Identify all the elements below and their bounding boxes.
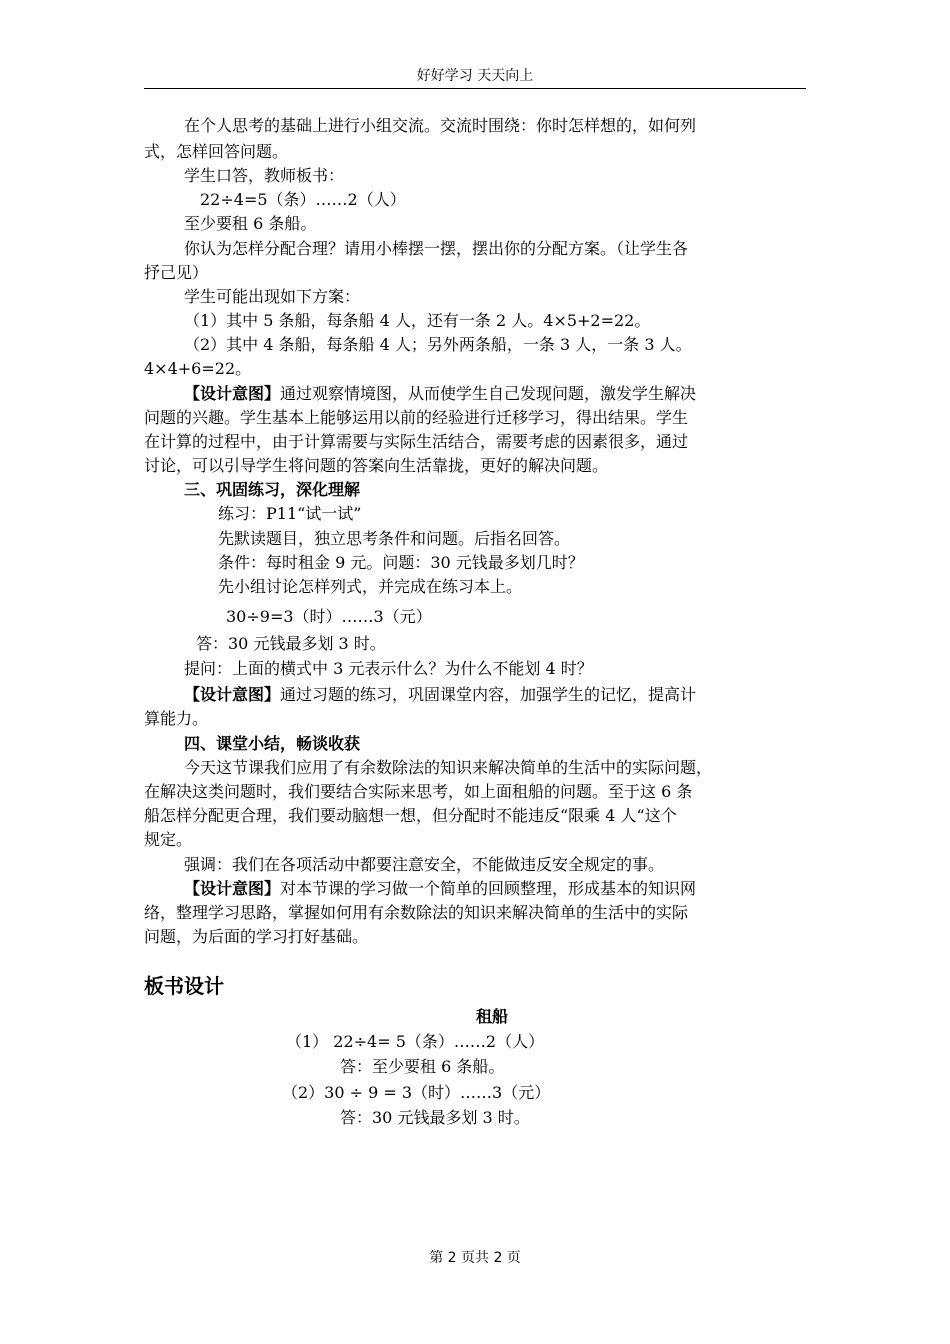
board-design-title: 板书设计 [144,974,224,998]
paragraph-line: 你认为怎样分配合理？请用小棒摆一摆，摆出你的分配方案。（让学生各 [184,239,689,258]
design-intent-paragraph [184,683,696,707]
design-intent-text: 讨论，可以引导学生将问题的答案向生活靠拢，更好的解决问题。 [144,456,609,475]
paragraph-line: 学生可能出现如下方案： [184,287,361,306]
exercise-line: 条件：每时租金 9 元。问题：30 元钱最多划几时？ [218,553,584,572]
summary-line: 船怎样分配更合理，我们要动脑想一想，但分配时不能违反“限乘 4 人“这个 [144,806,677,825]
summary-line: 强调：我们在各项活动中都要注意安全，不能做违反安全规定的事。 [184,855,665,874]
equation-line: 22÷4=5（条）……2（人） [200,190,406,209]
design-intent-text: 通过习题的练习，巩固课堂内容，加强学生的记忆，提高计 [280,685,697,704]
exercise-line: 练习：P11“试一试” [218,504,362,523]
plan-line: （2）其中 4 条船，每条船 4 人；另外两条船，一条 3 人，一条 3 人。 [184,335,692,354]
design-intent-paragraph [184,877,696,901]
design-intent-text: 问题，为后面的学习打好基础。 [144,927,369,946]
question-line: 提问：上面的横式中 3 元表示什么？为什么不能划 4 时？ [184,659,593,678]
exercise-line: 先小组讨论怎样列式，并完成在练习本上。 [218,577,523,596]
paragraph-line: 抒己见） [144,263,209,282]
board-subtitle: 租船 [476,1007,509,1026]
equation-line: 30÷9=3（时）……3（元） [226,607,432,626]
summary-line: 规定。 [144,830,193,849]
board-line: （2）30 ÷ 9 = 3（时）……3（元） [282,1083,551,1102]
section-heading: 四、课堂小结，畅谈收获 [184,734,361,753]
design-intent-text: 算能力。 [144,709,209,728]
design-intent-label: 【设计意图】 [184,879,281,898]
answer-line: 答：30 元钱最多划 3 时。 [196,634,386,653]
design-intent-text: 问题的兴趣。学生基本上能够运用以前的经验进行迁移学习，得出结果。学生 [144,408,689,427]
design-intent-text: 在计算的过程中，由于计算需要与实际生活结合，需要考虑的因素很多，通过 [144,432,689,451]
board-line: 答：至少要租 6 条船。 [340,1057,505,1076]
design-intent-paragraph [184,382,696,406]
page-header: 好好学习 天天向上 [416,68,534,84]
design-intent-label: 【设计意图】 [184,384,281,403]
paragraph-line: 学生口答，教师板书： [184,166,345,185]
summary-line: 在解决这类问题时，我们要结合实际来思考，如上面租船的问题。至于这 6 条 [144,782,693,801]
paragraph-line: 在个人思考的基础上进行小组交流。交流时围绕：你时怎样想的，如何列 [184,116,697,135]
page-footer: 第 2 页共 2 页 [429,1250,521,1266]
plan-line: 4×4+6=22。 [144,359,252,378]
plan-line: （1）其中 5 条船，每条船 4 人，还有一条 2 人。4×5+2=22。 [184,311,651,330]
board-line: （1） 22÷4= 5（条）……2（人） [286,1032,545,1051]
section-heading: 三、巩固练习，深化理解 [184,480,361,499]
paragraph-line: 至少要租 6 条船。 [184,214,317,233]
summary-line: 今天这节课我们应用了有余数除法的知识来解决简单的生活中的实际问题， [184,758,713,777]
paragraph-line: 式，怎样回答问题。 [144,142,289,161]
design-intent-text: 通过观察情境图，从而使学生自己发现问题，激发学生解决 [280,384,697,403]
exercise-line: 先默读题目，独立思考条件和问题。后指名回答。 [218,529,571,548]
design-intent-text: 对本节课的学习做一个简单的回顾整理，形成基本的知识网 [280,879,697,898]
header-divider [144,88,806,89]
design-intent-label: 【设计意图】 [184,685,281,704]
design-intent-text: 络，整理学习思路，掌握如何用有余数除法的知识来解决简单的生活中的实际 [144,903,689,922]
board-line: 答：30 元钱最多划 3 时。 [340,1108,530,1127]
